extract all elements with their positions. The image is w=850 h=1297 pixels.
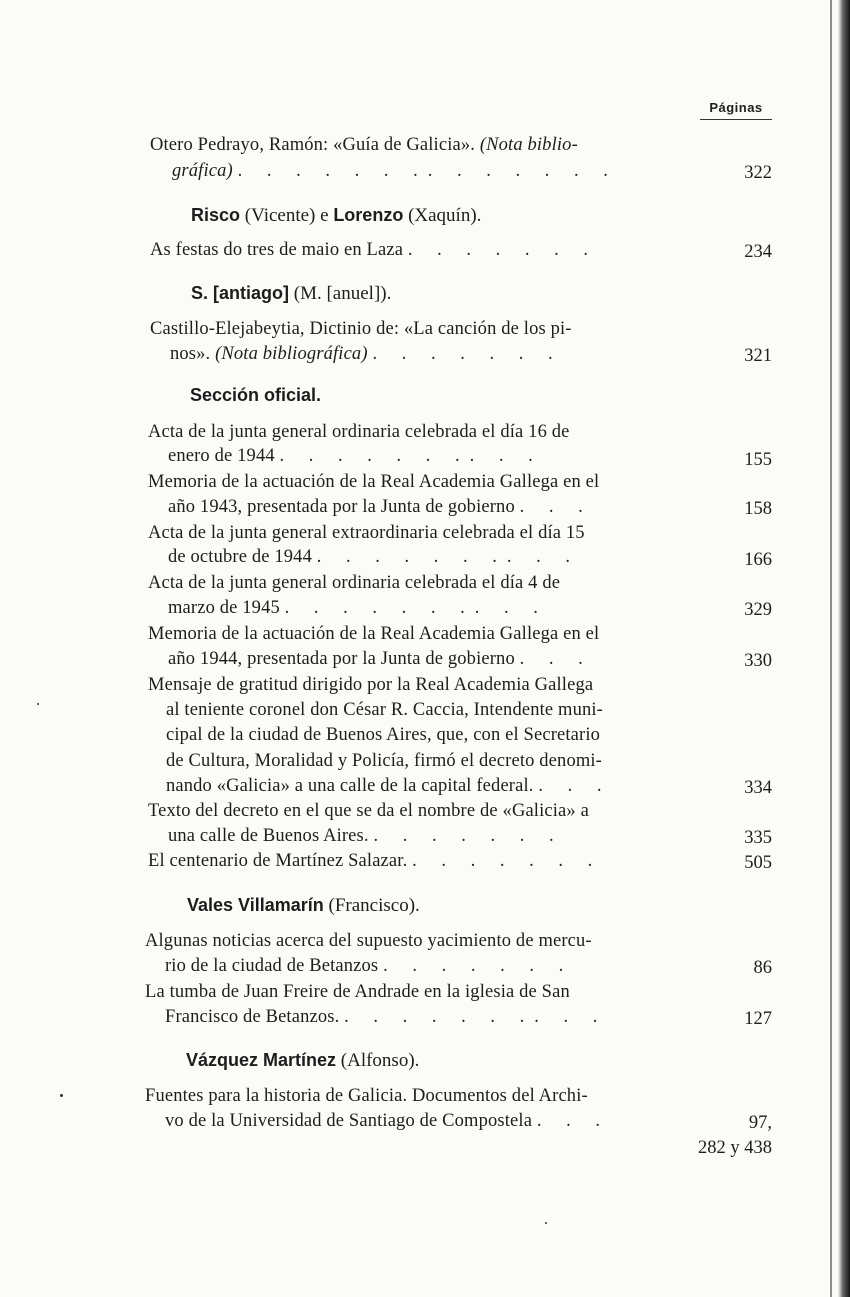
entry-line: nos». (Nota bibliográfica) . . . . . . . [170, 344, 563, 364]
section-heading: Sección oficial. [190, 385, 322, 405]
page-number: 329 [744, 600, 772, 620]
page-number: 335 [744, 828, 772, 848]
page-number: 166 [744, 550, 772, 570]
page-number-continuation: 282 y 438 [698, 1138, 772, 1158]
entry-line: año 1943, presentada por la Junta de gobierno . . . [168, 497, 593, 517]
entry-line: La tumba de Juan Freire de Andrade en la iglesia de San [145, 982, 570, 1002]
page-number: 322 [744, 163, 772, 183]
entry-line: Castillo-Elejabeytia, Dictinio de: «La canción de los pi- [150, 319, 572, 339]
entry-line: una calle de Buenos Aires. . . . . . . . [168, 826, 564, 846]
entry-line: Fuentes para la historia de Galicia. Documentos del Archi- [145, 1086, 588, 1106]
entry-line: marzo de 1945 . . . . . . .. . . [168, 598, 548, 618]
page-number: 127 [744, 1009, 772, 1029]
entry-line: vo de la Universidad de Santiago de Compostela . . . [165, 1111, 610, 1131]
entry-line: enero de 1944 . . . . . . .. . . [168, 446, 543, 466]
entry-line: nando «Galicia» a una calle de la capital federal. . . . [166, 776, 612, 796]
entry-line: gráfica) . . . . . . .. . . . . . . [172, 161, 618, 181]
page-number: 234 [744, 242, 772, 262]
entry-line: rio de la ciudad de Betanzos . . . . . . . [165, 956, 574, 976]
entry-line: al teniente coronel don César R. Caccia, Intendente muni- [166, 700, 603, 720]
entry-line: Texto del decreto en el que se da el nombre de «Galicia» a [148, 801, 589, 821]
entry-line: Algunas noticias acerca del supuesto yacimiento de mercu- [145, 931, 592, 951]
entry-line: Mensaje de gratitud dirigido por la Real Academia Gallega [148, 675, 594, 695]
page-number: 505 [744, 853, 772, 873]
page-number: 321 [744, 346, 772, 366]
page-number: 155 [744, 450, 772, 470]
entry-line: As festas do tres de maio en Laza . . . . . . . [150, 240, 598, 260]
author-heading: Risco (Vicente) e Lorenzo (Xaquín). [191, 205, 482, 226]
entry-line: Acta de la junta general ordinaria celebrada el día 16 de [148, 422, 570, 442]
ink-speck [545, 1222, 547, 1224]
entry-line: de octubre de 1944 . . . . . . .. . . [168, 547, 581, 567]
entry-line: Otero Pedrayo, Ramón: «Guía de Galicia». (Nota biblio- [150, 135, 578, 155]
page-number: 158 [744, 499, 772, 519]
entry-line: de Cultura, Moralidad y Policía, firmó el decreto denomi- [166, 751, 602, 771]
entry-line: Acta de la junta general extraordinaria celebrada el día 15 [148, 523, 585, 543]
ink-speck [37, 703, 39, 705]
entry-line: Acta de la junta general ordinaria celebrada el día 4 de [148, 573, 561, 593]
pages-column-header: Páginas [700, 100, 772, 120]
page-edge-shadow [838, 0, 850, 1297]
entry-line: cipal de la ciudad de Buenos Aires, que, con el Secretario [166, 725, 601, 745]
page-number: 97, [748, 1113, 772, 1133]
entry-line: Memoria de la actuación de la Real Academia Gallega en el [148, 472, 600, 492]
author-heading: S. [antiago] (M. [anuel]). [191, 283, 392, 304]
page-edge-line [830, 0, 832, 1297]
entry-line: El centenario de Martínez Salazar. . . . . . . . [148, 851, 603, 871]
page-number: 334 [744, 778, 772, 798]
author-heading: Vales Villamarín (Francisco). [187, 895, 420, 916]
entry-line: Memoria de la actuación de la Real Academia Gallega en el [148, 624, 600, 644]
ink-speck [60, 1094, 63, 1097]
entry-line: año 1944, presentada por la Junta de gobierno . . . [168, 649, 593, 669]
entry-line: Francisco de Betanzos. . . . . . . .. . . [165, 1007, 608, 1027]
page-number: 330 [744, 651, 772, 671]
page-number: 86 [753, 958, 772, 978]
author-heading: Vázquez Martínez (Alfonso). [186, 1050, 420, 1071]
